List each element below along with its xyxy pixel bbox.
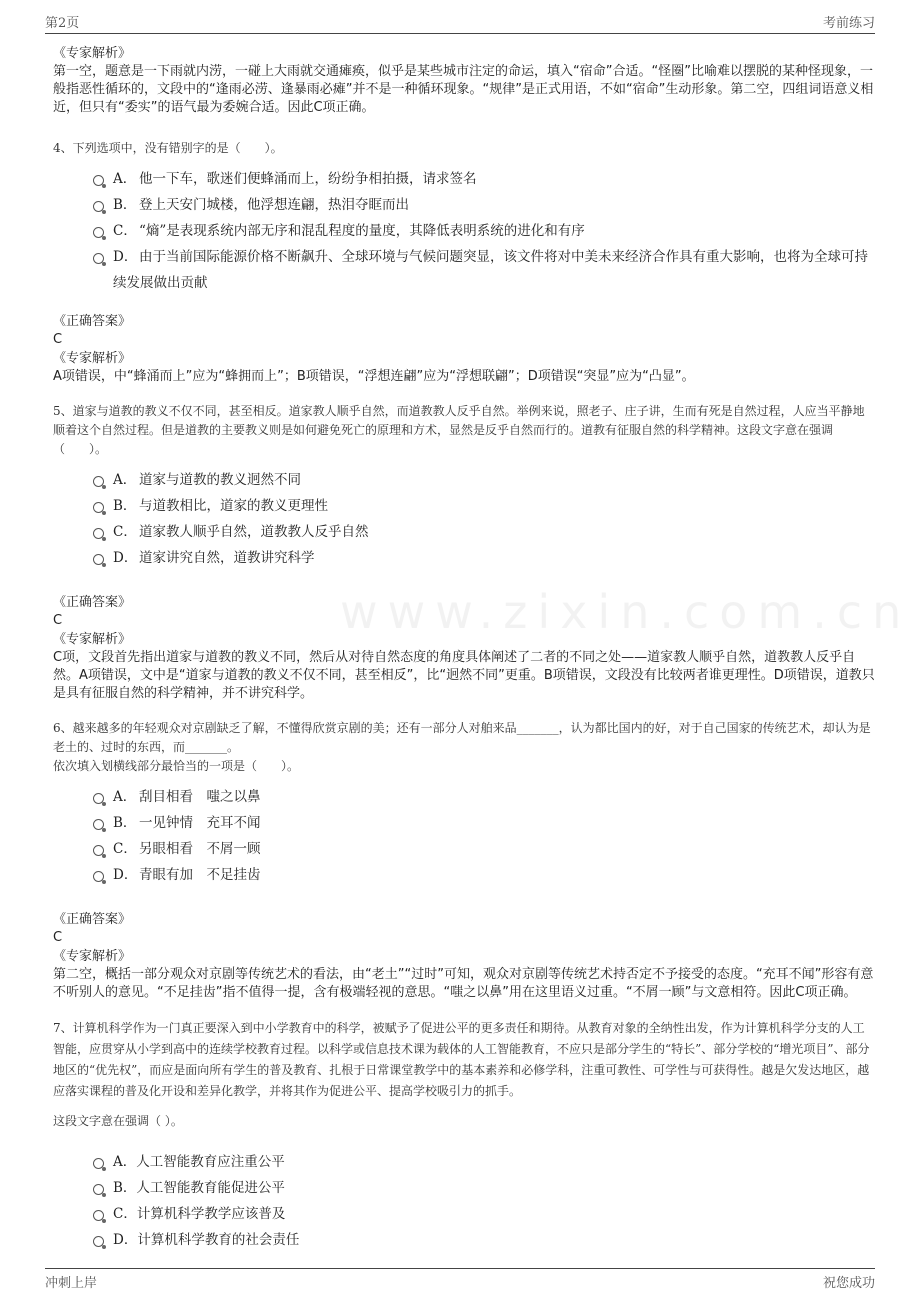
option-a[interactable]: A． 他一下车，歌迷们便蜂涌而上，纷纷争相拍摄，请求签名 <box>91 166 875 192</box>
question-stem: 7、计算机科学作为一门真正要深入到中小学教育中的科学，被赋予了促进公平的更多责任和期待。从教育对象的全纳性出发，作为计算机科学分支的人工智能，应贯穿从小学到高中的连续学校教育过程。以科学或信息技术课为载体的人工智能教育，不应只是部分学生的“特长”、部分学校的“增光项目”、部分地区的“优先权”，而应是面向所有学生的普及教育、扎根于日常课堂教学中的基本素养和必修学科，注重可教性、可学性与可获得性。越是欠发达地区，越应落实课程的普及化开设和差异化教学，并将其作为促进公平、提高学校吸引力的抓手。 <box>53 1021 870 1098</box>
header-title: 考前练习 <box>822 16 875 31</box>
option-d[interactable]: D．计算机科学教育的社会责任 <box>91 1227 875 1253</box>
option-b[interactable]: B． 一见钟情 充耳不闻 <box>91 810 875 836</box>
options-list <box>91 166 875 296</box>
answer-heading: 《正确答案》 <box>53 595 132 610</box>
radio-icon[interactable] <box>93 554 104 565</box>
option-a[interactable]: A． 刮目相看 嗤之以鼻 <box>91 784 875 810</box>
radio-icon[interactable] <box>93 1210 104 1221</box>
option-c[interactable]: C． 道家教人顺乎自然，道教教人反乎自然 <box>91 519 875 545</box>
answer-heading: 《正确答案》 <box>53 912 132 927</box>
option-b[interactable]: B．人工智能教育能促进公平 <box>91 1175 875 1201</box>
analysis-heading: 《专家解析》 <box>53 351 132 366</box>
radio-icon[interactable] <box>93 175 104 186</box>
page-content <box>53 44 875 1253</box>
option-b[interactable]: B． 与道教相比，道家的教义更理性 <box>91 493 875 519</box>
option-a[interactable]: A．人工智能教育应注重公平 <box>91 1149 875 1175</box>
analysis-text: C项，文段首先指出道家与道教的教义不同，然后从对待自然态度的角度具体阐述了二者的不同之处——道家教人顺乎自然，道教教人反乎自然。A项错误，文中是“道家与道教的教义不仅不同，甚至相反”，比“迥然不同”更重。B项错误，文段没有比较两者谁更理性。D项错误，道教只是具有征服自然的科学精神，并不讲究科学。 <box>53 650 875 701</box>
header-rule <box>45 33 875 34</box>
answer-heading: 《正确答案》 <box>53 314 132 329</box>
radio-icon[interactable] <box>93 793 104 804</box>
option-d[interactable]: D． 青眼有加 不足挂齿 <box>91 862 875 888</box>
radio-icon[interactable] <box>93 227 104 238</box>
analysis-text: 第一空，题意是一下雨就内涝，一碰上大雨就交通瘫痪，似乎是某些城市注定的命运，填入“宿命”合适。“怪圈”比喻难以摆脱的某种怪现象，一般指恶性循环的，文段中的“逢雨必涝、逢暴雨必瘫”并不是一种循环现象。“规律”是正式用语，不如“宿命”生动形象。第二空，四组词语意义相近，但只有“委实”的语气最为委婉合适。因此C项正确。 <box>53 64 874 115</box>
option-a[interactable]: A． 道家与道教的教义迥然不同 <box>91 467 875 493</box>
page-number: 第2页 <box>45 16 80 31</box>
radio-icon[interactable] <box>93 253 104 264</box>
analysis-heading: 《专家解析》 <box>53 949 132 964</box>
question-prompt: 依次填入划横线部分最恰当的一项是（ ）。 <box>53 759 300 773</box>
radio-icon[interactable] <box>93 476 104 487</box>
option-d[interactable]: D． 由于当前国际能源价格不断飙升、全球环境与气候问题突显，该文件将对中美未来经济合作具有重大影响，也将为全球可持续发展做出贡献 <box>91 244 875 296</box>
footer-rule <box>45 1268 875 1269</box>
radio-icon[interactable] <box>93 1184 104 1195</box>
radio-icon[interactable] <box>93 871 104 882</box>
analysis-heading: 《专家解析》 <box>53 46 132 61</box>
radio-icon[interactable] <box>93 201 104 212</box>
radio-icon[interactable] <box>93 1158 104 1169</box>
question-stem: 6、越来越多的年轻观众对京剧缺乏了解，不懂得欣赏京剧的美；还有一部分人对舶来品_______，认为都比国内的好，对于自己国家的传统艺术，却认为是老土的、过时的东西，而_______。 <box>53 721 871 754</box>
analysis-heading: 《专家解析》 <box>53 632 132 647</box>
radio-icon[interactable] <box>93 845 104 856</box>
options-list <box>91 1149 875 1253</box>
question-stem: 5、道家与道教的教义不仅不同，甚至相反。道家教人顺乎自然，而道教教人反乎自然。举例来说，照老子、庄子讲，生而有死是自然过程，人应当平静地顺着这个自然过程。但是道教的主要教义则是如何避免死亡的原理和方术，显然是反乎自然而行的。道教有征服自然的科学精神。这段文字意在强调（ ）。 <box>53 404 865 456</box>
analysis-text: 第二空，概括一部分观众对京剧等传统艺术的看法，由“老土”“过时”可知，观众对京剧等传统艺术持否定不予接受的态度。“充耳不闻”形容有意不听别人的意见。“不足挂齿”指不值得一提，含有极端轻视的意思。“嗤之以鼻”用在这里语义过重。“不屑一顾”与文意相符。因此C项正确。 <box>53 967 874 1000</box>
option-c[interactable]: C． “熵”是表现系统内部无序和混乱程度的量度，其降低表明系统的进化和有序 <box>91 218 875 244</box>
answer-value: C <box>53 930 63 945</box>
option-d[interactable]: D． 道家讲究自然，道教讲究科学 <box>91 545 875 571</box>
radio-icon[interactable] <box>93 819 104 830</box>
analysis-text: A项错误，中“蜂涌而上”应为“蜂拥而上”；B项错误，“浮想连翩”应为“浮想联翩”；D项错误“突显”应为“凸显”。 <box>53 369 695 384</box>
question-prompt: 这段文字意在强调（ ）。 <box>53 1114 183 1128</box>
page-header <box>45 12 875 32</box>
footer-left-text: 冲刺上岸 <box>45 1276 98 1291</box>
radio-icon[interactable] <box>93 1236 104 1247</box>
radio-icon[interactable] <box>93 528 104 539</box>
footer-right-text: 祝您成功 <box>822 1276 875 1291</box>
answer-value: C <box>53 332 63 347</box>
options-list <box>91 467 875 571</box>
option-b[interactable]: B． 登上天安门城楼，他浮想连翩，热泪夺眶而出 <box>91 192 875 218</box>
watermark: www.zixin.com.cn <box>340 585 912 639</box>
option-c[interactable]: C．计算机科学教学应该普及 <box>91 1201 875 1227</box>
question-stem: 4、下列选项中，没有错别字的是（ ）。 <box>53 141 283 155</box>
options-list <box>91 784 875 888</box>
option-c[interactable]: C． 另眼相看 不屑一顾 <box>91 836 875 862</box>
answer-value: C <box>53 613 63 628</box>
radio-icon[interactable] <box>93 502 104 513</box>
